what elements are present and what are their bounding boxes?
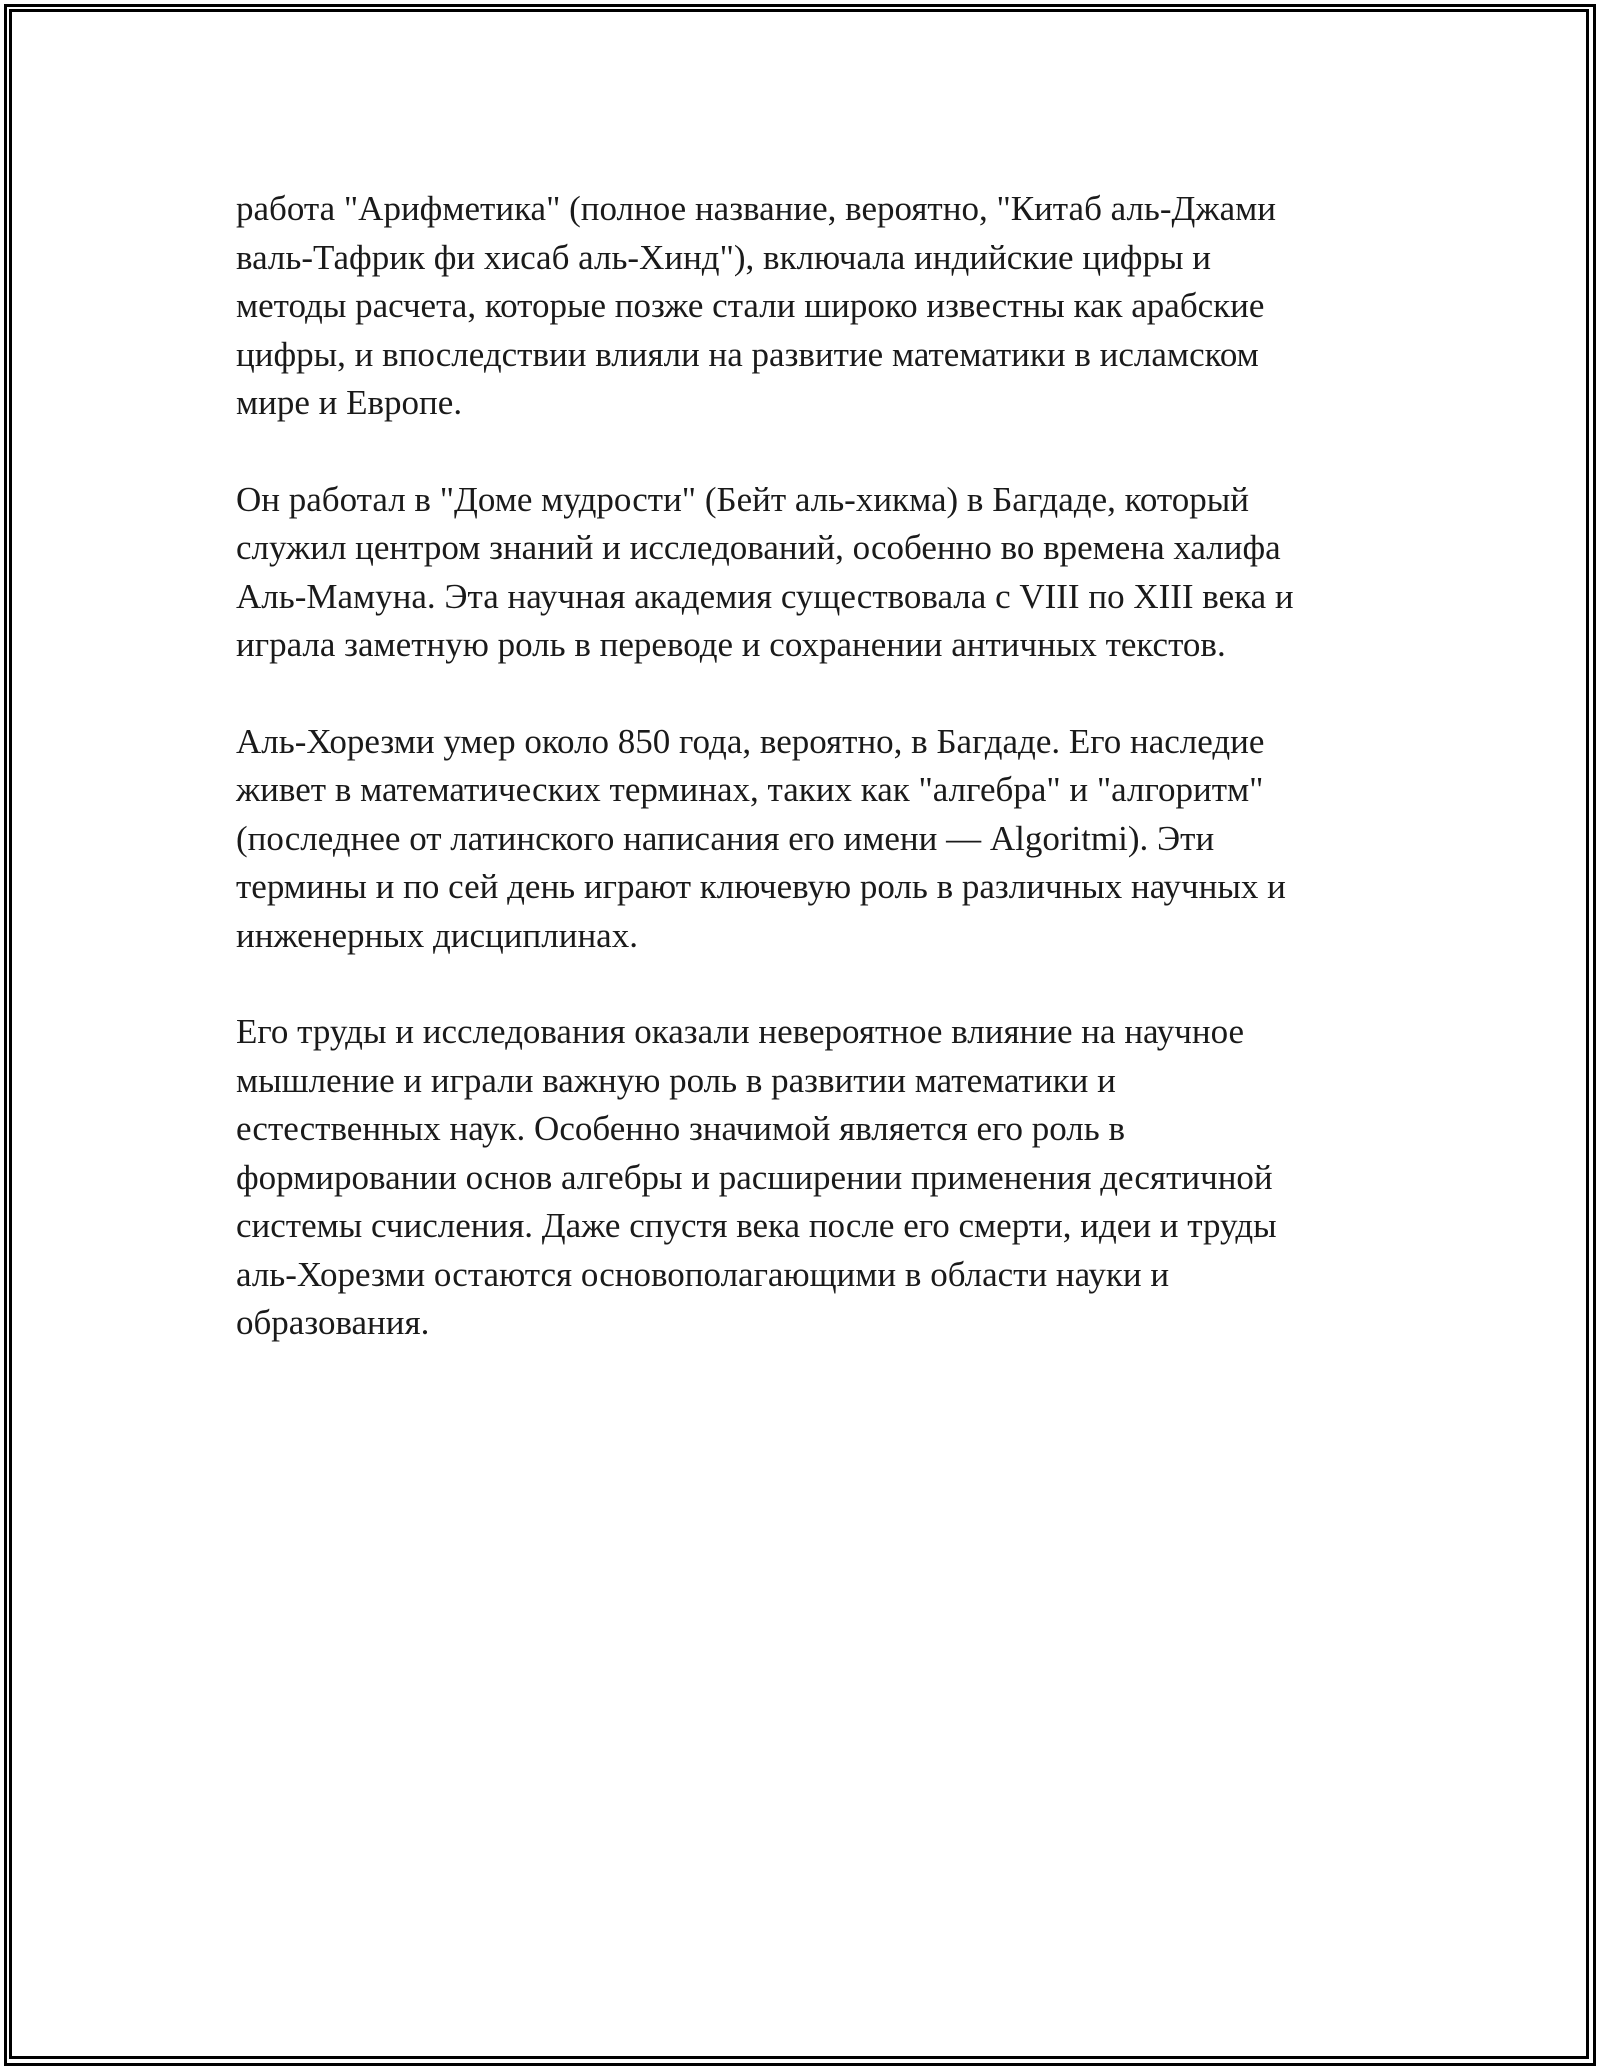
paragraph-arithmetic [236,185,1360,428]
text-line: естественных наук. Особенно значимой является его роль в [236,1109,1125,1148]
text-line: Его труды и исследования оказали невероятное влияние на научное [236,1012,1245,1051]
text-line: термины и по сей день играют ключевую роль в различных научных и [236,867,1286,906]
text-line: живет в математических терминах, таких как "алгебра" и "алгоритм" [236,770,1264,809]
text-line: цифры, и впоследствии влияли на развитие математики в исламском [236,334,1259,374]
paragraph-house-of-wisdom [236,476,1360,670]
text-line: Аль-Хорезми умер около 850 года, вероятно, в Багдаде. Его наследие [236,721,1265,761]
text-line: Аль-Мамуна. Эта научная академия существовала с VIII по XIII века и [236,576,1294,616]
paragraph-legacy [236,718,1360,961]
text-line: формировании основ алгебры и расширении применения десятичной [236,1157,1273,1197]
text-line: инженерных дисциплинах. [236,915,638,955]
text-line: методы расчета, которые позже стали широко известны как арабские [236,286,1265,325]
text-line: мышление и играли важную роль в развитии математики и [236,1060,1116,1100]
text-line: валь-Тафрик фи хисаб аль-Хинд"), включала индийские цифры и [236,237,1211,277]
text-line: работа "Арифметика" (полное название, вероятно, "Китаб аль-Джами [236,189,1277,228]
text-line: (последнее от латинского написания его имени — Algoritmi). Эти [236,818,1215,858]
text-line: играла заметную роль в переводе и сохранении античных текстов. [236,625,1226,664]
text-line: аль-Хорезми остаются основополагающими в области науки и [236,1254,1170,1294]
text-line: Он работал в "Доме мудрости" (Бейт аль-хикма) в Багдаде, который [236,479,1249,519]
text-line: служил центром знаний и исследований, особенно во времена халифа [236,528,1281,567]
document-body [236,185,1360,1396]
paragraph-influence [236,1008,1360,1348]
text-line: мире и Европе. [236,383,463,422]
text-line: образования. [236,1303,430,1342]
text-line: системы счисления. Даже спустя века после его смерти, идеи и труды [236,1206,1277,1245]
